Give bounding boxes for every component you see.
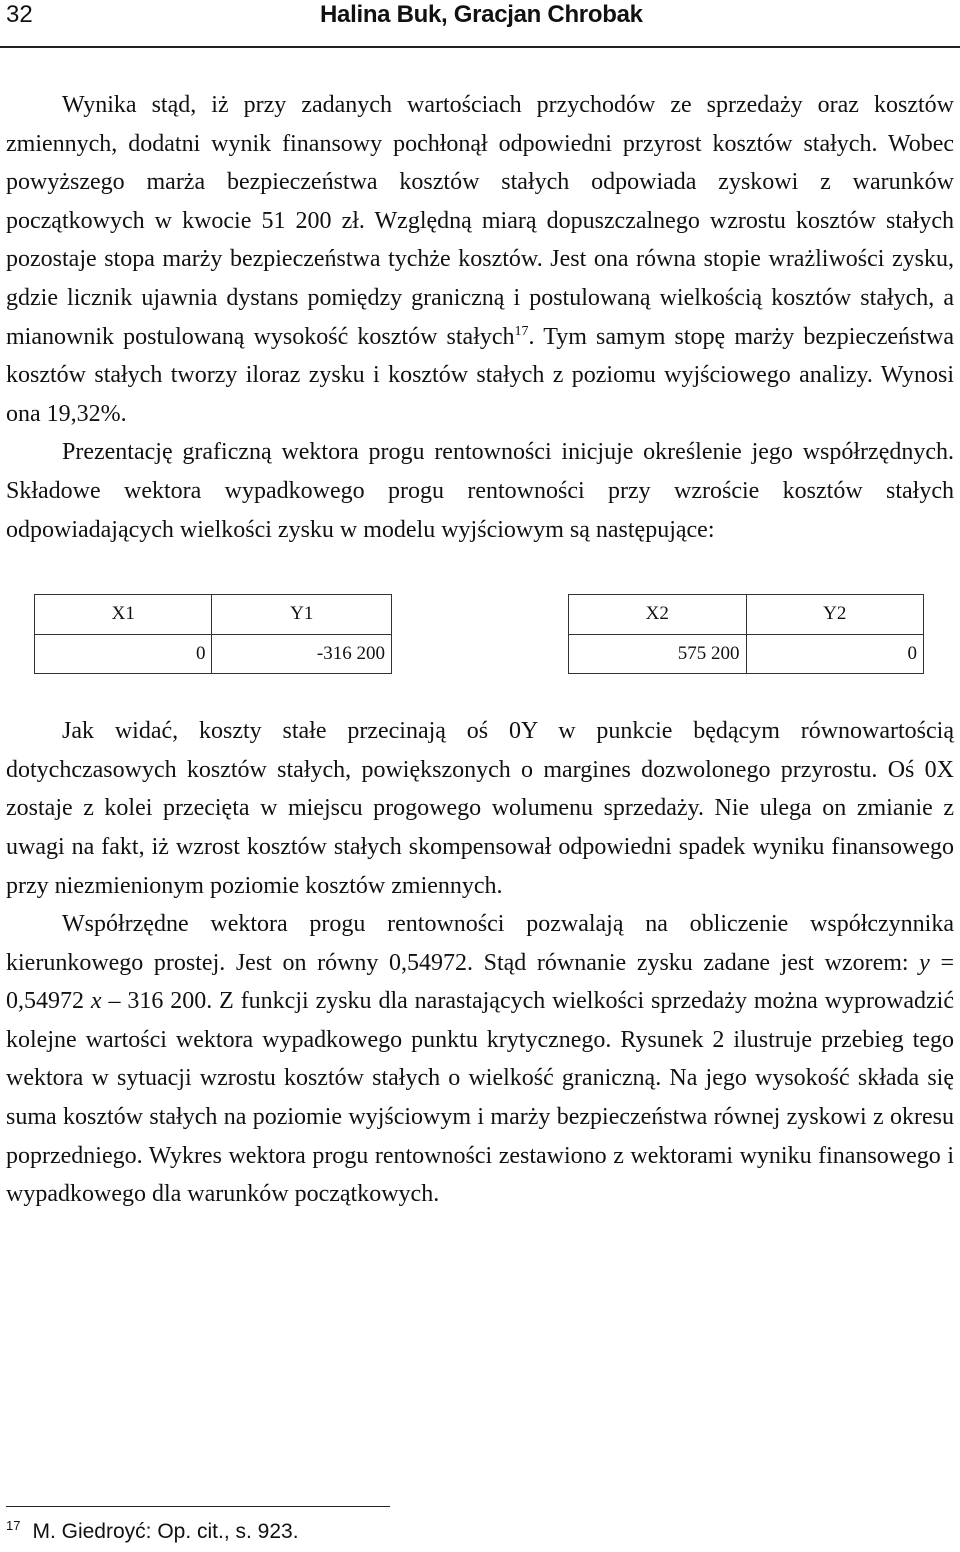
paragraph-1: Wynika stąd, iż przy zadanych wartościach przychodów ze sprzedaży oraz kosztów zmiennych, dodatni wynik finansowy pochłonął odpowiedni przyrost kosztów stałych. Wobec powyższego marża bezpieczeństwa kosztów stałych odpowiada zyskowi z warunków początkowych w kwocie 51 200 zł. Względną miarą dopuszczalnego wzrostu kosztów stałych pozostaje stopa marży bezpieczeństwa tychże kosztów. Jest ona równa stopie wrażliwości zysku, gdzie licznik ujawnia dystans pomiędzy graniczną i postulowaną wielkością kosztów stałych, a mianownik postulowaną wysokość kosztów stałych$^{17}$. Tym samym stopę marży bezpieczeństwa kosztów stałych tworzy iloraz zysku i kosztów stałych z poziomu wyjściowego analizy. Wynosi ona 19,32%.	[6, 92, 955, 427]
value-x1: 0	[35, 634, 212, 674]
footnote-number: 17	[6, 1518, 21, 1533]
footnote-ref[interactable]: 17	[514, 323, 529, 339]
header-y1: Y1	[212, 595, 392, 635]
coordinates-table-1	[34, 594, 392, 674]
footnote-divider	[6, 1506, 390, 1507]
value-x2: 575 200	[569, 634, 747, 674]
running-head: Halina Buk, Gracjan Chrobak	[320, 1, 643, 28]
paragraph-2: Prezentację graficzną wektora progu rentowności inicjuje określenie jego współrzędnych. Składowe wektora wypadkowego progu rentowności przy wzroście kosztów stałych odpowiadających wielkości zysku w modelu wyjściowym są następujące:	[6, 439, 954, 543]
variable-x: x	[90, 988, 102, 1015]
body-text	[6, 86, 954, 1214]
value-y2: 0	[746, 634, 924, 674]
paragraph-3: Jak widać, koszty stałe przecinają oś 0Y w punkcie będącym równowartością dotychczasowych kosztów stałych, powiększonych o margines dozwolonego przyrostu. Oś 0X zostaje z kolei przecięta w miejscu progowego wolumenu sprzedaży. Nie ulega on zmianie z uwagi na fakt, iż wzrost kosztów stałych skompensował odpowiedni spadek wyniku finansowego przy niezmienionym poziomie kosztów zmiennych.	[6, 718, 954, 899]
header-x1: X1	[35, 595, 212, 635]
coordinates-table-2	[568, 594, 924, 674]
paragraph-4: Współrzędne wektora progu rentowności pozwalają na obliczenie współczynnika kierunkowego prostej. Jest on równy 0,54972. Stąd równanie zysku zadane jest wzorem: y = 0,54972 x – 316 200. Z funkcji zysku dla narastających wielkości sprzedaży można wyprowadzić kolejne wartości wektora wypadkowego punktu krytycznego. Rysunek 2 ilustruje przebieg tego wektora w sytuacji wzrostu kosztów stałych o wielkość graniczną. Na jego wysokość składa się suma kosztów stałych na poziomie wyjściowym i marży bezpieczeństwa równej zyskowi z okresu poprzedniego. Wykres wektora progu rentowności zestawiono z wektorami wyniku finansowego i wypadkowego dla warunków początkowych.	[6, 911, 955, 1208]
page-header	[0, 0, 960, 48]
value-y1: -316 200	[212, 634, 392, 674]
footnote-text: M. Giedroyć: Op. cit., s. 923.	[32, 1520, 299, 1543]
variable-y: y	[919, 949, 930, 976]
header-x2: X2	[569, 595, 747, 635]
coordinates-tables	[6, 594, 954, 674]
page-number: 32	[6, 1, 33, 28]
footnote	[6, 1518, 299, 1544]
header-y2: Y2	[746, 595, 924, 635]
